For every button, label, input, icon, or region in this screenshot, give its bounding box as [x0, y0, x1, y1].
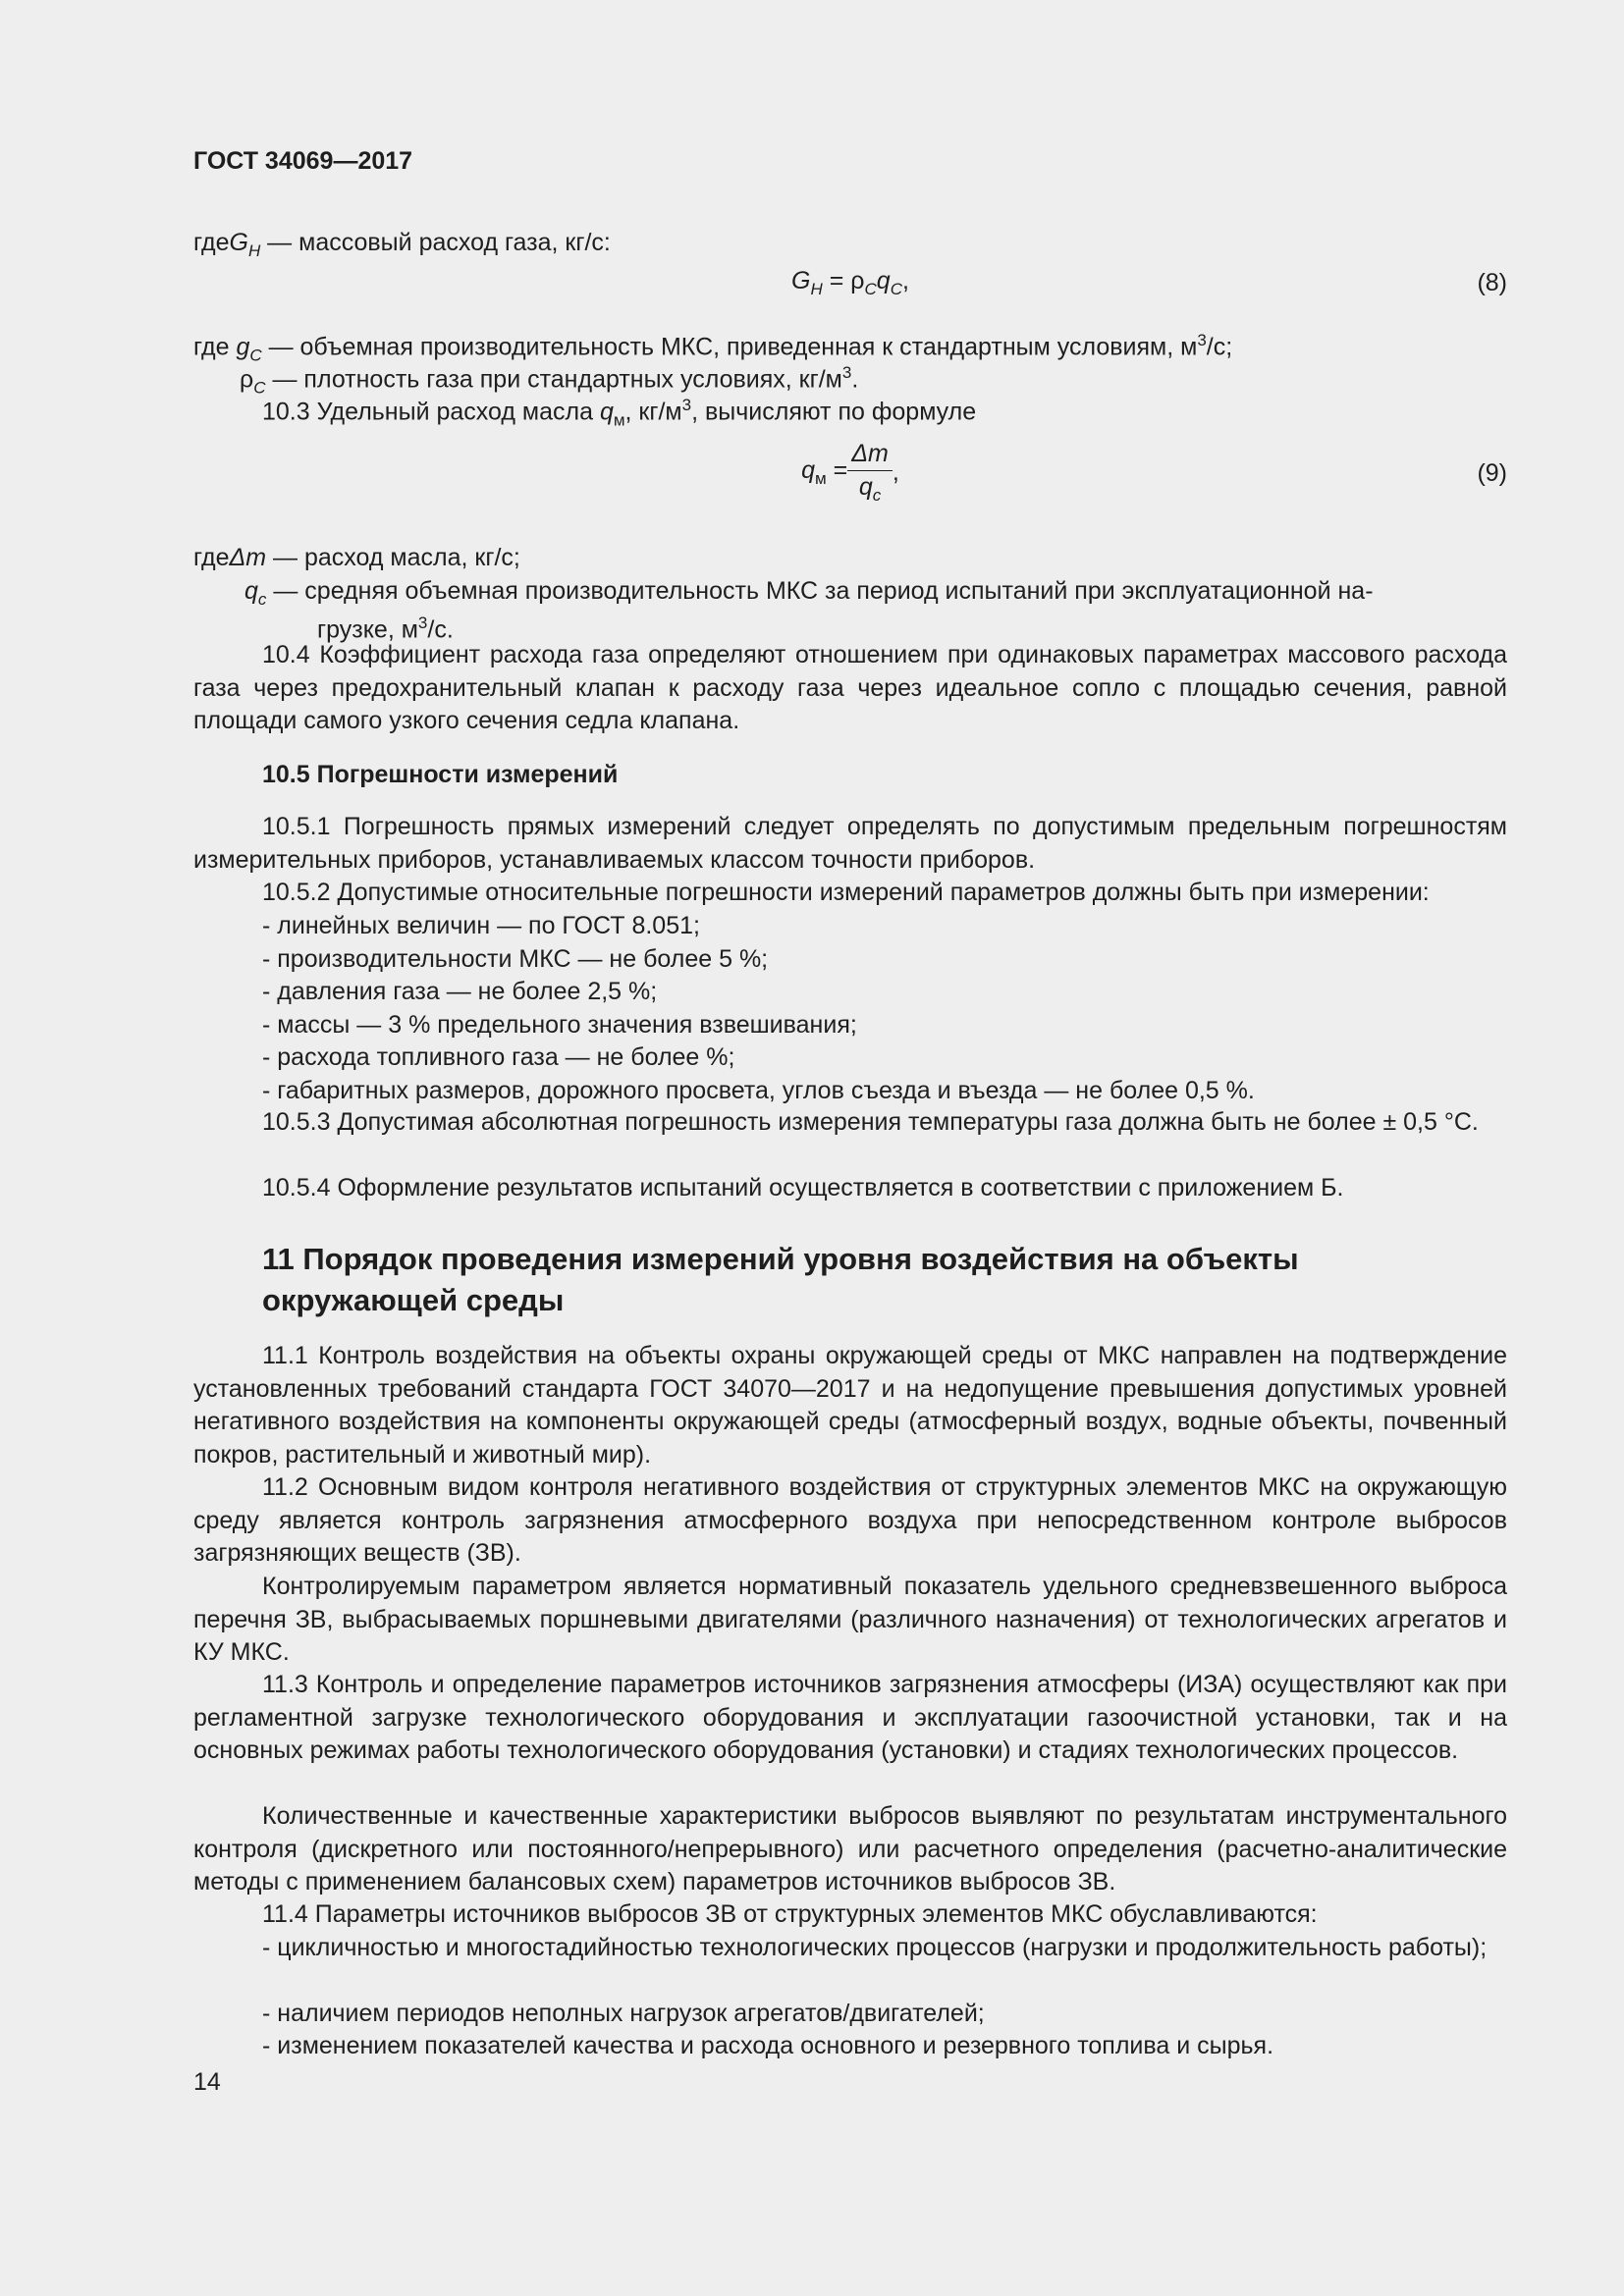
para-10-5-3: 10.5.3 Допустимая абсолютная погрешность измерения температуры газа должна быть не более ± 0,5 °С. — [262, 1108, 1479, 1136]
symbol-sub: м — [613, 410, 625, 430]
where-sub: c — [257, 590, 267, 609]
where-text: — расход масла, кг/с; — [266, 544, 520, 571]
eq8-intro-symbol: G — [229, 229, 248, 256]
eq9-denominator-sub: c — [872, 486, 882, 505]
where-text: — плотность газа при стандартных условиях, кг/м — [265, 365, 842, 394]
para-mid: , кг/м — [624, 398, 682, 426]
eq9-end: , — [892, 458, 899, 486]
section-11-title-line2: окружающей среды — [262, 1283, 565, 1317]
para-text: 10.3 Удельный расход масла — [262, 398, 600, 426]
para-11-1: 11.1 Контроль воздействия на объекты охраны окружающей среды от МКС направлен на подтверждение установленных требований стандарта ГОСТ 34070—2017 и на недопущение превышения допустимых уровней негативного воздействия на компоненты окружающей среды (атмосферный воздух, водные объекты, почвенный покров, растительный и животный мир). — [193, 1342, 1507, 1468]
para-10-5-4: 10.5.4 Оформление результатов испытаний осуществляется в соответствии с приложением Б. — [262, 1174, 1344, 1201]
where-text: — объемная производительность МКС, приведенная к стандартным условиям, м — [261, 333, 1198, 361]
page-number: 14 — [193, 2068, 221, 2096]
unit-sup: 3 — [681, 396, 692, 414]
where-sup: 3 — [841, 363, 852, 382]
list-item: - производительности МКС — не более 5 %; — [262, 945, 769, 973]
list-item: - линейных величин — по ГОСТ 8.051; — [262, 912, 700, 939]
eq8-rho: ρ — [850, 267, 865, 294]
eq8-intro-sub: H — [247, 241, 261, 260]
list-item: - давления газа — не более 2,5 %; — [262, 978, 658, 1005]
para-10-3 — [262, 389, 976, 437]
eq8-q-sub: C — [890, 280, 902, 298]
where-text: — средняя объемная производительность МКС за период испытаний при эксплуатационной на- — [266, 577, 1374, 605]
eq9-equals: = — [826, 456, 848, 484]
where-symbol: ρ — [240, 365, 254, 394]
document-page — [193, 0, 1507, 2296]
para-11-3: 11.3 Контроль и определение параметров источников загрязнения атмосферы (ИЗА) осуществляют как при регламентной загрузке технологического оборудования и эксплуатации газоочистной установки, так и на основных режимах работы технологического оборудования (установки) и стадиях технологических процессов. — [193, 1671, 1507, 1764]
eq8-intro-prefix: где — [193, 229, 230, 256]
list-item: - расхода топливного газа — не более %; — [262, 1043, 735, 1071]
where-sub: C — [249, 346, 262, 365]
list-item: - габаритных размеров, дорожного просвета, углов съезда и въезда — не более 0,5 %. — [262, 1077, 1255, 1104]
eq9-denominator: q — [858, 473, 873, 501]
list-item: - массы — 3 % предельного значения взвешивания; — [262, 1011, 857, 1039]
equation-8 — [193, 267, 1507, 299]
eq8-intro — [193, 226, 611, 268]
document-header: ГОСТ 34069—2017 — [193, 147, 413, 175]
list-item: - цикличностью и многостадийностью технологических процессов (нагрузки и продолжительность работы); — [262, 1934, 1488, 1961]
where-symbol: Δm — [229, 544, 267, 571]
eq8-lhs-sub: H — [810, 280, 823, 298]
eq8-rho-sub: C — [864, 280, 877, 298]
where-prefix: где — [193, 333, 237, 361]
equation-9 — [193, 440, 1507, 506]
where-sup: 3 — [417, 614, 428, 632]
list-item: - изменением показателей качества и расхода основного и резервного топлива и сырья. — [262, 2032, 1274, 2059]
where-symbol: g — [236, 333, 250, 361]
eq8-intro-text: — массовый расход газа, кг/с: — [260, 229, 611, 256]
eq8-q: q — [876, 267, 891, 294]
where-tail: /с; — [1206, 333, 1233, 361]
para-10-5-2: 10.5.2 Допустимые относительные погрешности измерений параметров должны быть при измерении: — [262, 879, 1430, 906]
para-tail: , вычисляют по формуле — [691, 398, 977, 426]
list-item: - наличием периодов неполных нагрузок агрегатов/двигателей; — [262, 2000, 985, 2027]
para-10-5-1: 10.5.1 Погрешность прямых измерений следует определять по допустимым предельным погрешностям измерительных приборов, устанавливаемых классом точности приборов. — [193, 813, 1507, 874]
equation-9-number: (9) — [1477, 459, 1507, 487]
where-sup: 3 — [1197, 331, 1207, 349]
para-11-4: 11.4 Параметры источников выбросов ЗВ от структурных элементов МКС обуславливаются: — [262, 1900, 1318, 1928]
section-11-title — [262, 1239, 1299, 1321]
where-cont: грузке, м — [317, 615, 418, 644]
where-prefix: где — [193, 544, 230, 571]
para-11-2b: Контролируемым параметром является нормативный показатель удельного средневзвешенного выброса перечня ЗВ, выбрасываемых поршневыми двигателями (различного назначения) от технологических агрегатов и КУ МКС. — [193, 1573, 1507, 1666]
eq8-lhs: G — [791, 267, 811, 294]
where-symbol: q — [244, 577, 258, 605]
section-10-5-title: 10.5 Погрешности измерений — [262, 761, 619, 788]
para-11-3b: Количественные и качественные характеристики выбросов выявляют по результатам инструментального контроля (дискретного или постоянного/непрерывного) или расчетного определения (расчетно-аналитические методы с применением балансовых схем) параметров источников выбросов ЗВ. — [193, 1802, 1507, 1896]
where-tail: . — [851, 365, 859, 394]
equation-8-number: (8) — [1477, 269, 1507, 296]
where-tail: /с. — [427, 615, 454, 644]
eq8-equals: = — [822, 267, 851, 294]
symbol-q: q — [599, 398, 614, 426]
para-11-2: 11.2 Основным видом контроля негативного воздействия от структурных элементов МКС на окружающую среду является контроль загрязнения атмосферного воздуха при непосредственном контроле выбросов загрязняющих веществ (ЗВ). — [193, 1473, 1507, 1567]
where-sub: C — [253, 378, 266, 398]
eq9-fraction — [847, 440, 893, 506]
para-10-4: 10.4 Коэффициент расхода газа определяют отношением при одинаковых параметрах массового расхода газа через предохранительный клапан к расходу газа через идеальное сопло с площадью сечения, равной площади самого узкого сечения седла клапана. — [193, 641, 1507, 734]
eq9-lhs: q — [801, 456, 816, 484]
eq9-lhs-sub: м — [815, 469, 827, 488]
eq8-end: , — [901, 267, 909, 294]
eq9-numerator: Δm — [851, 440, 889, 467]
eq9-where-1 — [193, 541, 520, 574]
section-11-title-line1: 11 Порядок проведения измерений уровня воздействия на объекты — [262, 1242, 1299, 1276]
